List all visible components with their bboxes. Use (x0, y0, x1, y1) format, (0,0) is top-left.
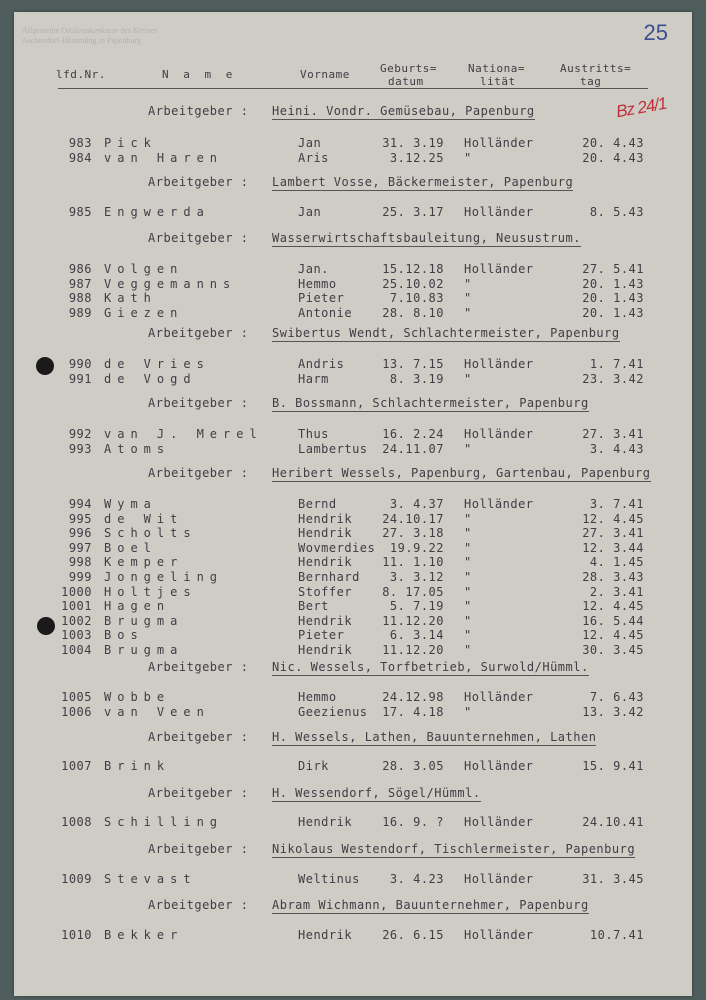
row-number: 1007 (61, 759, 92, 773)
birth-date: 17. 4.18 (382, 704, 444, 719)
surname: Kath (104, 291, 157, 306)
nationality: " (464, 704, 472, 719)
surname: Bekker (104, 928, 184, 942)
first-name: Aris (298, 150, 329, 165)
first-name: Wovmerdies (298, 540, 376, 555)
employer-section-header (14, 396, 692, 412)
header-divider (58, 88, 648, 89)
table-row (14, 262, 692, 276)
birth-date: 26. 6.15 (382, 928, 444, 942)
employer-section-header (14, 326, 692, 342)
employer-label: Arbeitgeber : (148, 660, 249, 674)
surname: Engwerda (104, 205, 210, 219)
punch-hole (37, 617, 55, 635)
table-row (14, 541, 692, 555)
birth-date: 24.10.17 (382, 511, 444, 526)
row-number: 1010 (61, 928, 92, 942)
exit-date: 20. 1.43 (582, 291, 644, 306)
exit-date: 1. 7.41 (589, 357, 644, 371)
exit-date: 20. 4.43 (582, 150, 644, 165)
nationality: Holländer (464, 872, 534, 886)
stamp-line: Aschendorf-Hümmling in Papenburg (22, 36, 141, 45)
table-row (14, 151, 692, 165)
row-number: 998 (68, 555, 92, 570)
birth-date: 11.12.20 (382, 613, 444, 628)
employer-label: Arbeitgeber : (148, 104, 249, 118)
table-row (14, 497, 692, 511)
table-row (14, 136, 692, 150)
first-name: Hendrik (298, 613, 353, 628)
birth-date: 24.11.07 (382, 441, 444, 456)
exit-date: 27. 3.41 (582, 526, 644, 541)
exit-date: 27. 5.41 (582, 262, 644, 276)
exit-date: 28. 3.43 (582, 570, 644, 584)
first-name: Weltinus (298, 872, 360, 886)
employer-label: Arbeitgeber : (148, 326, 249, 340)
surname: van Veen (104, 704, 210, 719)
first-name: Pieter (298, 628, 345, 643)
row-number: 1005 (61, 690, 92, 704)
table-row (14, 614, 692, 628)
nationality: " (464, 555, 472, 570)
first-name: Bert (298, 599, 329, 614)
row-number: 1001 (61, 599, 92, 614)
row-number: 992 (68, 427, 92, 441)
row-number: 989 (68, 305, 92, 320)
employer-label: Arbeitgeber : (148, 175, 249, 189)
first-name: Antonie (298, 305, 353, 320)
surname: van Haren (104, 150, 224, 165)
nationality: " (464, 150, 472, 165)
header-text: Austritts= (560, 62, 632, 75)
employer-name: Abram Wichmann, Bauunternehmer, Papenburg (272, 898, 589, 912)
first-name: Hendrik (298, 555, 353, 570)
birth-date: 3.12.25 (389, 150, 444, 165)
employer-name: Nic. Wessels, Torfbetrieb, Surwold/Hümml. (272, 660, 589, 674)
handwritten-mark: Bz 24/1 (614, 93, 668, 122)
employer-section-header (14, 175, 692, 191)
first-name: Hendrik (298, 643, 353, 657)
employer-name: Lambert Vosse, Bäckermeister, Papenburg (272, 175, 574, 189)
exit-date: 23. 3.42 (582, 371, 644, 386)
employer-name: Wasserwirtschaftsbauleitung, Neusustrum. (272, 231, 581, 245)
surname: Wyma (104, 497, 157, 511)
surname: de Vogd (104, 371, 197, 386)
table-row (14, 872, 692, 886)
surname: Veggemanns (104, 276, 237, 291)
first-name: Hendrik (298, 511, 353, 526)
row-number: 996 (68, 526, 92, 541)
exit-date: 15. 9.41 (582, 759, 644, 773)
exit-date: 3. 4.43 (589, 441, 644, 456)
row-number: 1009 (61, 872, 92, 886)
table-row (14, 585, 692, 599)
table-row (14, 555, 692, 569)
exit-date: 16. 5.44 (582, 613, 644, 628)
first-name: Hemmo (298, 690, 337, 704)
first-name: Lambertus (298, 441, 368, 456)
row-number: 988 (68, 291, 92, 306)
first-name: Jan (298, 136, 322, 150)
birth-date: 11.12.20 (382, 643, 444, 657)
first-name: Jan (298, 205, 322, 219)
header-austrittstag (560, 62, 631, 88)
row-number: 1006 (61, 704, 92, 719)
employer-label: Arbeitgeber : (148, 786, 249, 800)
first-name: Dirk (298, 759, 329, 773)
nationality: " (464, 613, 472, 628)
employer-label: Arbeitgeber : (148, 842, 249, 856)
nationality: " (464, 291, 472, 306)
birth-date: 13. 7.15 (382, 357, 444, 371)
surname: Boel (104, 540, 157, 555)
nationality: Holländer (464, 205, 534, 219)
surname: Schilling (104, 815, 224, 829)
first-name: Bernd (298, 497, 337, 511)
birth-date: 24.12.98 (382, 690, 444, 704)
header-nationalitaet (468, 62, 525, 88)
employer-section-header (14, 786, 692, 802)
surname: Wobbe (104, 690, 171, 704)
nationality: " (464, 540, 472, 555)
birth-date: 7.10.83 (389, 291, 444, 306)
birth-date: 3. 3.12 (389, 570, 444, 584)
header-text: Nationa= (468, 62, 525, 75)
row-number: 1008 (61, 815, 92, 829)
first-name: Hendrik (298, 526, 353, 541)
header-text: lität (480, 75, 516, 88)
table-row (14, 205, 692, 219)
table-row (14, 277, 692, 291)
row-number: 990 (68, 357, 92, 371)
birth-date: 5. 7.19 (389, 599, 444, 614)
exit-date: 13. 3.42 (582, 704, 644, 719)
birth-date: 25. 3.17 (382, 205, 444, 219)
row-number: 987 (68, 276, 92, 291)
birth-date: 11. 1.10 (382, 555, 444, 570)
row-number: 994 (68, 497, 92, 511)
employer-label: Arbeitgeber : (148, 396, 249, 410)
surname: Brugma (104, 643, 184, 657)
employer-section-header (14, 660, 692, 676)
header-vorname: Vorname (300, 68, 350, 81)
nationality: " (464, 599, 472, 614)
employer-name: B. Bossmann, Schlachtermeister, Papenburg (272, 396, 589, 410)
employer-section-header (14, 104, 692, 120)
surname: Giezen (104, 305, 184, 320)
table-row (14, 570, 692, 584)
nationality: " (464, 305, 472, 320)
exit-date: 12. 4.45 (582, 511, 644, 526)
row-number: 1003 (61, 628, 92, 643)
birth-date: 6. 3.14 (389, 628, 444, 643)
birth-date: 28. 3.05 (382, 759, 444, 773)
nationality: " (464, 441, 472, 456)
exit-date: 8. 5.43 (589, 205, 644, 219)
surname: Atoms (104, 441, 171, 456)
exit-date: 12. 4.45 (582, 628, 644, 643)
exit-date: 4. 1.45 (589, 555, 644, 570)
stamp-line: Allgemeine Ortskrankenkasse des Kreises (22, 26, 157, 35)
surname: Stevast (104, 872, 197, 886)
nationality: " (464, 276, 472, 291)
nationality: " (464, 511, 472, 526)
header-name: N a m e (162, 68, 237, 81)
first-name: Harm (298, 371, 329, 386)
header-geburtsdatum (380, 62, 437, 88)
nationality: Holländer (464, 759, 534, 773)
row-number: 984 (68, 150, 92, 165)
nationality: Holländer (464, 136, 534, 150)
table-row (14, 427, 692, 441)
header-text: Geburts= (380, 62, 437, 75)
table-row (14, 690, 692, 704)
exit-date: 2. 3.41 (589, 584, 644, 599)
row-number: 983 (68, 136, 92, 150)
row-number: 997 (68, 540, 92, 555)
row-number: 1002 (61, 613, 92, 628)
exit-date: 20. 4.43 (582, 136, 644, 150)
exit-date: 3. 7.41 (589, 497, 644, 511)
nationality: " (464, 526, 472, 541)
employer-label: Arbeitgeber : (148, 466, 249, 480)
surname: Volgen (104, 262, 184, 276)
first-name: Pieter (298, 291, 345, 306)
employer-section-header (14, 842, 692, 858)
surname: Hagen (104, 599, 171, 614)
birth-date: 27. 3.18 (382, 526, 444, 541)
employer-name: H. Wessels, Lathen, Bauunternehmen, Lathen (272, 730, 597, 744)
table-row (14, 357, 692, 371)
exit-date: 27. 3.41 (582, 427, 644, 441)
employer-name: H. Wessendorf, Sögel/Hümml. (272, 786, 481, 800)
employer-name: Swibertus Wendt, Schlachtermeister, Papenburg (272, 326, 620, 340)
surname: Brink (104, 759, 171, 773)
first-name: Andris (298, 357, 345, 371)
first-name: Geezienus (298, 704, 368, 719)
birth-date: 16. 9. ? (382, 815, 444, 829)
nationality: Holländer (464, 262, 534, 276)
nationality: " (464, 584, 472, 599)
nationality: Holländer (464, 357, 534, 371)
birth-date: 15.12.18 (382, 262, 444, 276)
surname: de Vries (104, 357, 210, 371)
row-number: 985 (68, 205, 92, 219)
nationality: " (464, 371, 472, 386)
row-number: 1000 (61, 584, 92, 599)
first-name: Bernhard (298, 570, 360, 584)
nationality: " (464, 643, 472, 657)
birth-date: 8. 17.05 (382, 584, 444, 599)
nationality: Holländer (464, 497, 534, 511)
surname: Bos (104, 628, 144, 643)
surname: Kemper (104, 555, 184, 570)
page-number: 25 (643, 20, 668, 45)
employer-name: Heribert Wessels, Papenburg, Gartenbau, Papenburg (272, 466, 651, 480)
row-number: 1004 (61, 643, 92, 657)
table-row (14, 442, 692, 456)
surname: Holtjes (104, 584, 197, 599)
employer-label: Arbeitgeber : (148, 231, 249, 245)
employer-section-header (14, 466, 692, 482)
employer-name: Heini. Vondr. Gemüsebau, Papenburg (272, 104, 535, 118)
table-row (14, 512, 692, 526)
table-row (14, 705, 692, 719)
nationality: Holländer (464, 427, 534, 441)
first-name: Hendrik (298, 928, 353, 942)
table-row (14, 643, 692, 657)
table-row (14, 815, 692, 829)
birth-date: 3. 4.37 (389, 497, 444, 511)
birth-date: 31. 3.19 (382, 136, 444, 150)
row-number: 986 (68, 262, 92, 276)
header-text: datum (388, 75, 424, 88)
nationality: Holländer (464, 815, 534, 829)
office-stamp (22, 26, 157, 46)
surname: Pick (104, 136, 157, 150)
first-name: Hendrik (298, 815, 353, 829)
table-row (14, 306, 692, 320)
employer-section-header (14, 730, 692, 746)
surname: Scholts (104, 526, 197, 541)
employer-section-header (14, 231, 692, 247)
nationality: " (464, 628, 472, 643)
employer-label: Arbeitgeber : (148, 898, 249, 912)
birth-date: 16. 2.24 (382, 427, 444, 441)
exit-date: 12. 3.44 (582, 540, 644, 555)
nationality: Holländer (464, 690, 534, 704)
exit-date: 20. 1.43 (582, 276, 644, 291)
employer-name: Nikolaus Westendorf, Tischlermeister, Papenburg (272, 842, 636, 856)
header-text: tag (580, 75, 602, 88)
punch-hole (36, 357, 54, 375)
first-name: Jan. (298, 262, 329, 276)
table-row (14, 291, 692, 305)
exit-date: 7. 6.43 (589, 690, 644, 704)
table-row (14, 928, 692, 942)
table-row (14, 372, 692, 386)
surname: Brugma (104, 613, 184, 628)
row-number: 995 (68, 511, 92, 526)
birth-date: 19.9.22 (389, 540, 444, 555)
surname: van J. Merel (104, 427, 263, 441)
birth-date: 8. 3.19 (389, 371, 444, 386)
exit-date: 30. 3.45 (582, 643, 644, 657)
first-name: Thus (298, 427, 329, 441)
birth-date: 25.10.02 (382, 276, 444, 291)
employer-section-header (14, 898, 692, 914)
first-name: Hemmo (298, 276, 337, 291)
exit-date: 20. 1.43 (582, 305, 644, 320)
exit-date: 31. 3.45 (582, 872, 644, 886)
exit-date: 10.7.41 (589, 928, 644, 942)
surname: de Wit (104, 511, 184, 526)
document-page (14, 12, 692, 996)
nationality: Holländer (464, 928, 534, 942)
header-nr: lfd.Nr. (56, 68, 106, 81)
row-number: 999 (68, 570, 92, 584)
birth-date: 3. 4.23 (389, 872, 444, 886)
nationality: " (464, 570, 472, 584)
employer-label: Arbeitgeber : (148, 730, 249, 744)
surname: Jongeling (104, 570, 224, 584)
table-row (14, 526, 692, 540)
table-row (14, 628, 692, 642)
table-row (14, 599, 692, 613)
row-number: 993 (68, 441, 92, 456)
birth-date: 28. 8.10 (382, 305, 444, 320)
exit-date: 12. 4.45 (582, 599, 644, 614)
first-name: Stoffer (298, 584, 353, 599)
exit-date: 24.10.41 (582, 815, 644, 829)
row-number: 991 (68, 371, 92, 386)
table-row (14, 759, 692, 773)
